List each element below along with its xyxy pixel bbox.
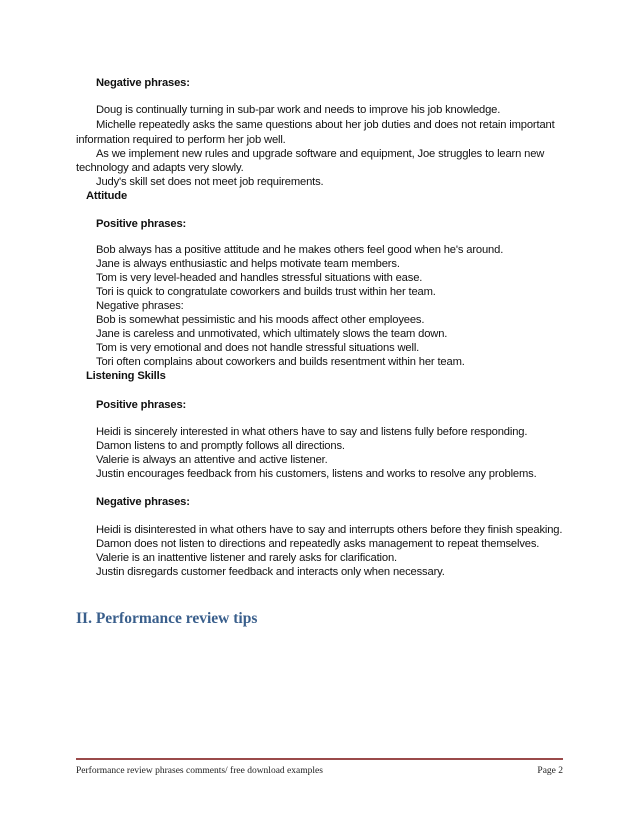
phrase-line: information required to perform her job well. [76, 134, 286, 146]
footer-title: Performance review phrases comments/ free download examples [76, 766, 323, 776]
phrase-line: Tom is very emotional and does not handle stressful situations well. [96, 342, 420, 354]
category-heading-attitude: Attitude [86, 190, 128, 202]
phrase-line: Doug is continually turning in sub-par work and needs to improve his job knowledge. [96, 104, 501, 116]
phrase-line: Jane is always enthusiastic and helps motivate team members. [96, 258, 400, 270]
phrase-line: Tori often complains about coworkers and builds resentment within her team. [96, 356, 465, 368]
phrase-line: Justin encourages feedback from his customers, listens and works to resolve any problems. [96, 468, 537, 480]
phrase-line: Valerie is an inattentive listener and rarely asks for clarification. [96, 552, 397, 564]
phrase-line: Justin disregards customer feedback and interacts only when necessary. [96, 566, 445, 578]
subheading-positive-phrases: Positive phrases: [96, 218, 187, 230]
phrase-line: Tori is quick to congratulate coworkers and builds trust within her team. [96, 286, 436, 298]
phrase-line: Damon listens to and promptly follows all directions. [96, 440, 345, 452]
phrase-line: Bob is somewhat pessimistic and his moods affect other employees. [96, 314, 425, 326]
phrase-line: Valerie is always an attentive and active listener. [96, 454, 328, 466]
phrase-line: technology and adapts very slowly. [76, 162, 244, 174]
subheading-negative-phrases: Negative phrases: [96, 77, 190, 89]
phrase-line: Judy's skill set does not meet job requirements. [96, 176, 324, 188]
phrase-line: Jane is careless and unmotivated, which ultimately slows the team down. [96, 328, 448, 340]
section-heading: II. Performance review tips [76, 610, 258, 627]
phrase-line: Damon does not listen to directions and repeatedly asks management to repeat themselves. [96, 538, 540, 550]
category-heading-listening-skills: Listening Skills [86, 370, 166, 382]
subheading-negative-phrases: Negative phrases: [96, 300, 184, 312]
phrase-line: Bob always has a positive attitude and he makes others feel good when he's around. [96, 244, 504, 256]
phrase-line: As we implement new rules and upgrade software and equipment, Joe struggles to learn new [96, 148, 545, 160]
phrase-line: Michelle repeatedly asks the same questions about her job duties and does not retain important [96, 119, 555, 131]
phrase-line: Heidi is disinterested in what others have to say and interrupts others before they finish speaking. [96, 524, 563, 536]
footer-divider [76, 758, 563, 760]
page-number: Page 2 [537, 766, 563, 776]
subheading-negative-phrases: Negative phrases: [96, 496, 190, 508]
phrase-line: Heidi is sincerely interested in what others have to say and listens fully before responding. [96, 426, 528, 438]
phrase-line: Tom is very level-headed and handles stressful situations with ease. [96, 272, 423, 284]
subheading-positive-phrases: Positive phrases: [96, 399, 187, 411]
